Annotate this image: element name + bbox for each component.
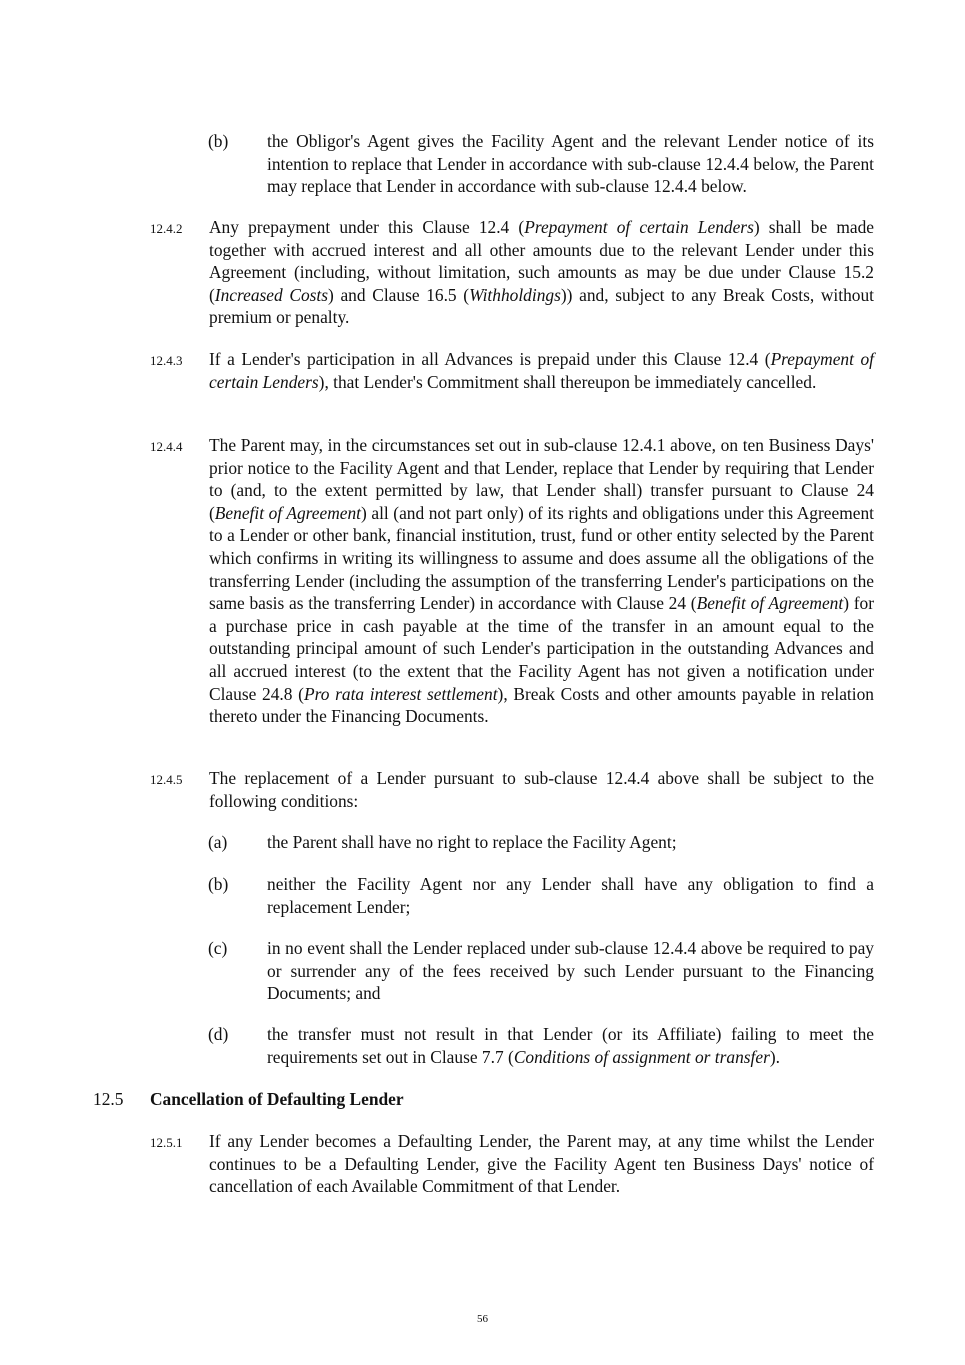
item-label: (b) bbox=[208, 131, 229, 151]
clause-text: The Parent may, in the circumstances set out in sub-clause 12.4.1 above, on ten Business Days' prior notice to the Facility Agent and that Lender, replace that Lender by requiring that Lender to (and, to the extent permitted by law, that Lender shall) transfer pursuant to Clause 24 (Benefit of Agreement) all (and not part only) of its rights and obligations under this Agreement to a Lender or other bank, financial institution, trust, fund or other entity selected by the Parent which confirms in writing its willingness to assume and does assume all the obligations of the transferring Lender (including the assumption of the transferring Lender's participations on the same basis as the transferring Lender) in accordance with Clause 24 (Benefit of Agreement) for a purchase price in cash payable at the time of the transfer in an amount equal to the outstanding principal amount of such Lender's participation in the outstanding Advances and all accrued interest (to the extent that the Facility Agent has not given a notification under Clause 24.8 (Pro rata interest settlement), Break Costs and other amounts payable in relation thereto under the Financing Documents. bbox=[209, 435, 875, 727]
clause-text: If a Lender's participation in all Advances is prepaid under this Clause 12.4 (Prepayment of certain Lenders), that Lender's Commitment shall thereupon be immediately cancelled. bbox=[209, 349, 874, 392]
clause-number: 12.4.3 bbox=[150, 353, 183, 368]
item-label: (a) bbox=[208, 832, 228, 852]
item-label: (d) bbox=[208, 1024, 229, 1044]
item-text: in no event shall the Lender replaced under sub-clause 12.4.4 above be required to pay or surrender any of the fees received by such Lender pursuant to the Financing Documents; and bbox=[267, 938, 874, 1004]
item-text: the transfer must not result in that Lender (or its Affiliate) failing to meet the requirements set out in Clause 7.7 (Conditions of assignment or transfer). bbox=[267, 1024, 874, 1067]
clause-number: 12.5.1 bbox=[150, 1135, 183, 1150]
clause-text: Any prepayment under this Clause 12.4 (Prepayment of certain Lenders) shall be made together with accrued interest and all other amounts due to the relevant Lender under this Agreement (including, without limitation, such amounts as may be due under Clause 15.2 (Increased Costs) and Clause 16.5 (Withholdings)) and, subject to any Break Costs, without premium or penalty. bbox=[209, 217, 874, 328]
clause-number: 12.4.5 bbox=[150, 772, 183, 787]
clause-number: 12.4.4 bbox=[150, 439, 183, 454]
item-text: the Obligor's Agent gives the Facility Agent and the relevant Lender notice of its intention to replace that Lender in accordance with sub-clause 12.4.4 below, the Parent may replace that Lender in accordance with sub-clause 12.4.4 below. bbox=[267, 131, 874, 197]
item-text: neither the Facility Agent nor any Lender shall have any obligation to find a replacement Lender; bbox=[267, 874, 874, 917]
section-title: Cancellation of Defaulting Lender bbox=[150, 1089, 404, 1109]
section-number: 12.5 bbox=[93, 1089, 124, 1109]
item-label: (c) bbox=[208, 938, 228, 958]
item-label: (b) bbox=[208, 874, 229, 894]
clause-text: The replacement of a Lender pursuant to sub-clause 12.4.4 above shall be subject to the following conditions: bbox=[209, 768, 874, 811]
clause-text: If any Lender becomes a Defaulting Lender, the Parent may, at any time whilst the Lender continues to be a Defaulting Lender, give the Facility Agent ten Business Days' notice of cancellation of each Available Commitment of that Lender. bbox=[209, 1131, 874, 1197]
clause-number: 12.4.2 bbox=[150, 221, 183, 236]
item-text: the Parent shall have no right to replace the Facility Agent; bbox=[267, 832, 677, 852]
page-number: 56 bbox=[477, 1313, 488, 1325]
